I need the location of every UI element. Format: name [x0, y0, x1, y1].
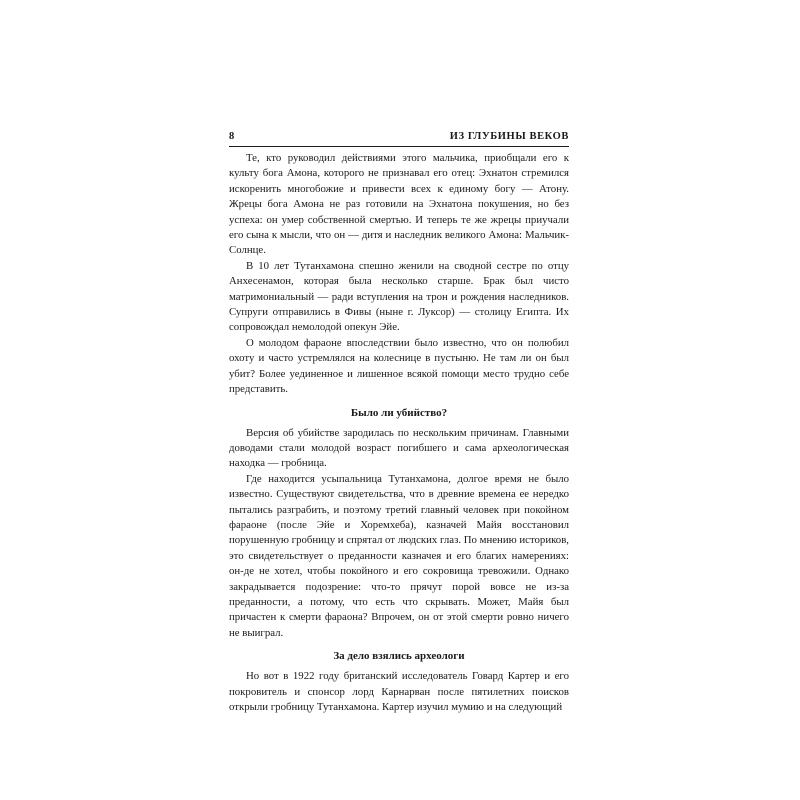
section-heading: За дело взялись археологи	[333, 650, 465, 663]
paragraph: О молодом фараоне впоследствии было известно, что он полюбил охоту и часто устремлялся на колеснице в пустыню. Не там ли он был убит? Более уединенное и лишенное всякой помощи место трудно себе представить.	[229, 336, 569, 396]
paragraph: Но вот в 1922 году британский исследователь Говард Картер и его покровитель и спонсор лорд Карнарван после пятилетних поисков открыли гробницу Тутанхамона. Картер изучил мумию и на следующий	[229, 670, 569, 713]
paragraph: В 10 лет Тутанхамона спешно женили на сводной сестре по отцу Анхесенамон, которая была несколько старше. Брак был чисто матримониальный — ради вступления на трон и рождения наследников. Супруги отправились в Фивы (ныне г. Луксор) — столицу Египта. Их сопровождал немолодой опекун Эйе.	[229, 259, 569, 334]
running-head	[229, 130, 569, 147]
book-page	[229, 130, 569, 715]
paragraph: Версия об убийстве зародилась по нескольким причинам. Главными доводами стали молодой возраст погибшего и сама археологическая находка — гробница.	[229, 426, 569, 470]
page-number: 8	[229, 131, 235, 142]
body-text	[229, 151, 569, 715]
section-heading: Было ли убийство?	[350, 406, 448, 419]
paragraph: Где находится усыпальница Тутанхамона, долгое время не было известно. Существуют свидетельства, что в древние времена ее нередко пытались разграбить, и поэтому третий главный человек при покойном фараоне (после Эйе и Хоремхеба), казначей Майя восстановил порушенную гробницу и спрятал от людских глаз. По мнению историков, это свидетельствует о преданности казначея и его благих намерениях: он-де не хотел, чтобы покойного и его сокровища тревожили. Однако закрадывается подозрение: что-то прячут порой вовсе не из-за преданности, а потому, что есть что скрывать. Может, Майя был причастен к смерти фараона? Впрочем, он от этой смерти ровно ничего не выиграл.	[229, 472, 569, 639]
running-title: ИЗ ГЛУБИНЫ ВЕКОВ	[449, 131, 569, 142]
paragraph: Те, кто руководил действиями этого мальчика, приобщали его к культу бога Амона, которого не признавал его отец: Эхнатон стремился искоренить многобожие и привести всех к единому богу — Атону. Жрецы бога Амона не раз готовили на Эхнатона покушения, но без успеха: он умер собственной смертью. И теперь те же жрецы приучали его сына к мысли, что он — дитя и наследник великого Амона: Мальчик-Солнце.	[229, 152, 569, 257]
